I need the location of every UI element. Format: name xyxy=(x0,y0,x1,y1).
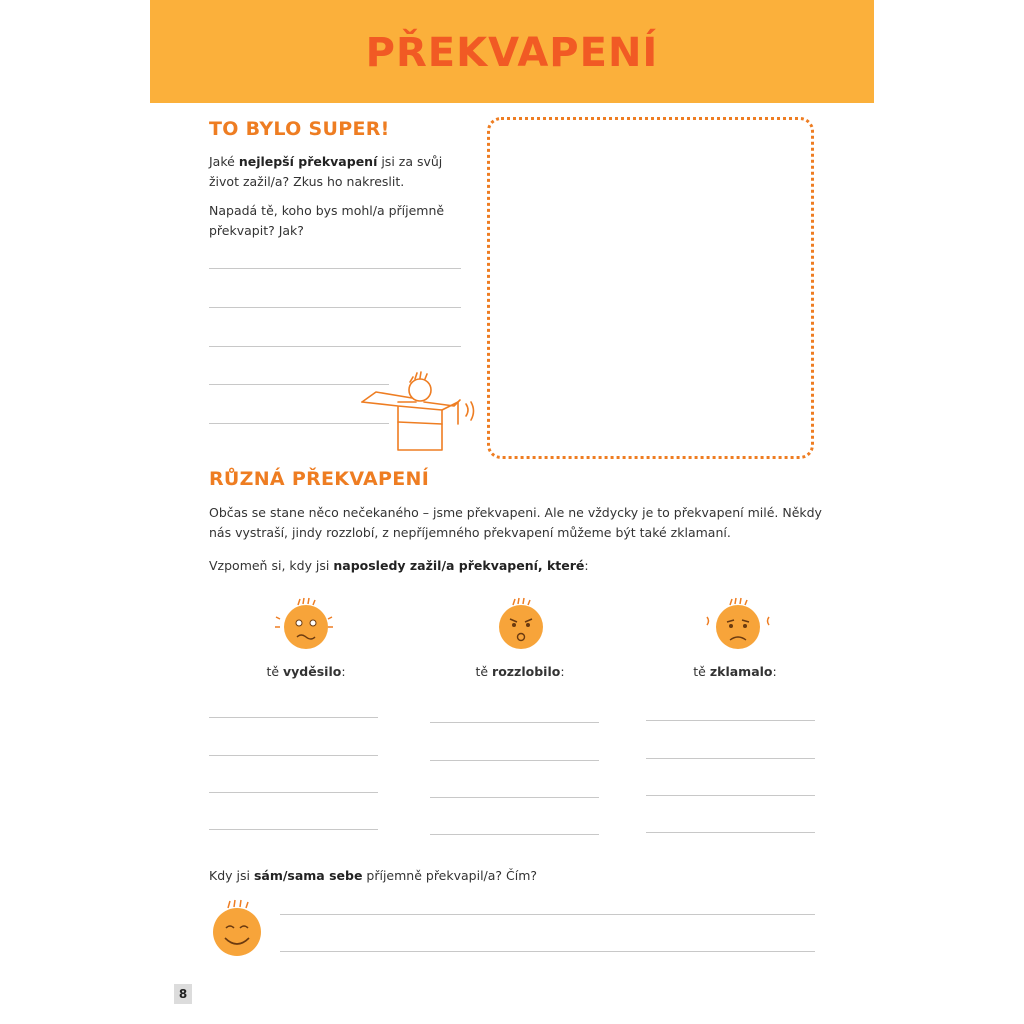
answer-line[interactable] xyxy=(430,834,599,835)
boy-with-gift-illustration xyxy=(358,362,478,454)
question-surprise-someone: Napadá tě, koho bys mohl/a příjemně překvapit? Jak? xyxy=(209,203,445,238)
answer-line[interactable] xyxy=(646,758,815,759)
page-number: 8 xyxy=(174,984,192,1004)
happy-face-icon xyxy=(206,894,268,960)
recall-prompt: Vzpomeň si, kdy jsi naposledy zažil/a překvapení, které: xyxy=(209,558,589,573)
answer-line[interactable] xyxy=(646,795,815,796)
answer-line[interactable] xyxy=(209,268,461,269)
angry-face-icon xyxy=(485,595,557,657)
answer-line[interactable] xyxy=(280,914,815,915)
answer-line[interactable] xyxy=(646,832,815,833)
intro-text: Občas se stane něco nečekaného – jsme překvapeni. Ale ne vždycky je to překvapení milé. Někdy nás vystraší, jindy rozzlobí, z nepříjemného překvapení můžeme být také zklamaní. xyxy=(209,505,822,540)
question-best-surprise: Jaké nejlepší překvapení jsi za svůj život zažil/a? Zkus ho nakreslit. xyxy=(209,154,443,189)
answer-line[interactable] xyxy=(209,717,378,718)
answer-line[interactable] xyxy=(280,951,815,952)
caption-angry: tě rozzlobilo: xyxy=(475,664,565,679)
answer-line[interactable] xyxy=(430,797,599,798)
drawing-area[interactable] xyxy=(487,117,814,459)
scared-face-icon xyxy=(270,595,342,657)
answer-line[interactable] xyxy=(209,829,378,830)
answer-line[interactable] xyxy=(430,760,599,761)
answer-line[interactable] xyxy=(209,346,461,347)
answer-line[interactable] xyxy=(646,720,815,721)
section-heading-various: RŮZNÁ PŘEKVAPENÍ xyxy=(209,468,430,490)
answer-line[interactable] xyxy=(209,755,378,756)
disappointed-face-icon xyxy=(702,595,774,657)
page-title: PŘEKVAPENÍ xyxy=(365,30,659,76)
section-heading-super: TO BYLO SUPER! xyxy=(209,118,390,140)
caption-disappointed: tě zklamalo: xyxy=(693,664,777,679)
question-self-surprise: Kdy jsi sám/sama sebe příjemně překvapil/a? Čím? xyxy=(209,868,538,883)
header-banner xyxy=(150,0,874,103)
caption-scared: tě vyděsilo: xyxy=(266,664,346,679)
answer-line[interactable] xyxy=(209,792,378,793)
answer-line[interactable] xyxy=(209,307,461,308)
answer-line[interactable] xyxy=(430,722,599,723)
